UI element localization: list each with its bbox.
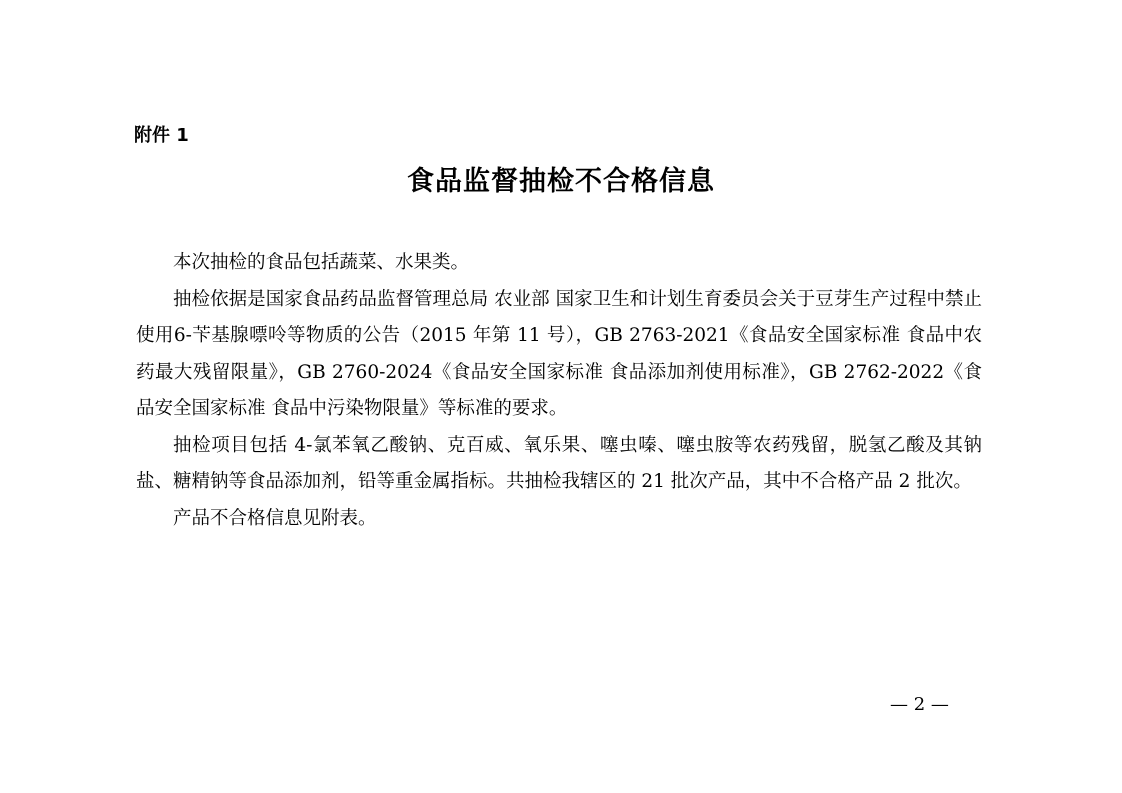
paragraph-scope: 本次抽检的食品包括蔬菜、水果类。 bbox=[173, 252, 470, 273]
page-number: — 2 — bbox=[890, 694, 949, 715]
document-body bbox=[136, 245, 982, 537]
paragraph-items: 抽检项目包括 4-氯苯氧乙酸钠、克百威、氧乐果、噻虫嗪、噻虫胺等农药残留，脱氢乙酸及其钠盐、糖精钠等食品添加剂，铅等重金属指标。共抽检我辖区的 21 批次产品，其中不合格产品 2 批次。 bbox=[136, 434, 982, 492]
document-title: 食品监督抽检不合格信息 bbox=[407, 166, 715, 197]
paragraph-basis: 抽检依据是国家食品药品监督管理总局 农业部 国家卫生和计划生育委员会关于豆芽生产过程中禁止使用6-苄基腺嘌呤等物质的公告（2015 年第 11 号），GB 2763-2021《食品安全国家标准 食品中农药最大残留限量》，GB 2760-2024《食品安全国家标准 食品添加剂使用标准》，GB 2762-2022《食品安全国家标准 食品中污染物限量》等标准的要求。 bbox=[136, 288, 982, 419]
attachment-label: 附件 1 bbox=[134, 125, 189, 146]
paragraph-see-attachment: 产品不合格信息见附表。 bbox=[173, 507, 377, 529]
